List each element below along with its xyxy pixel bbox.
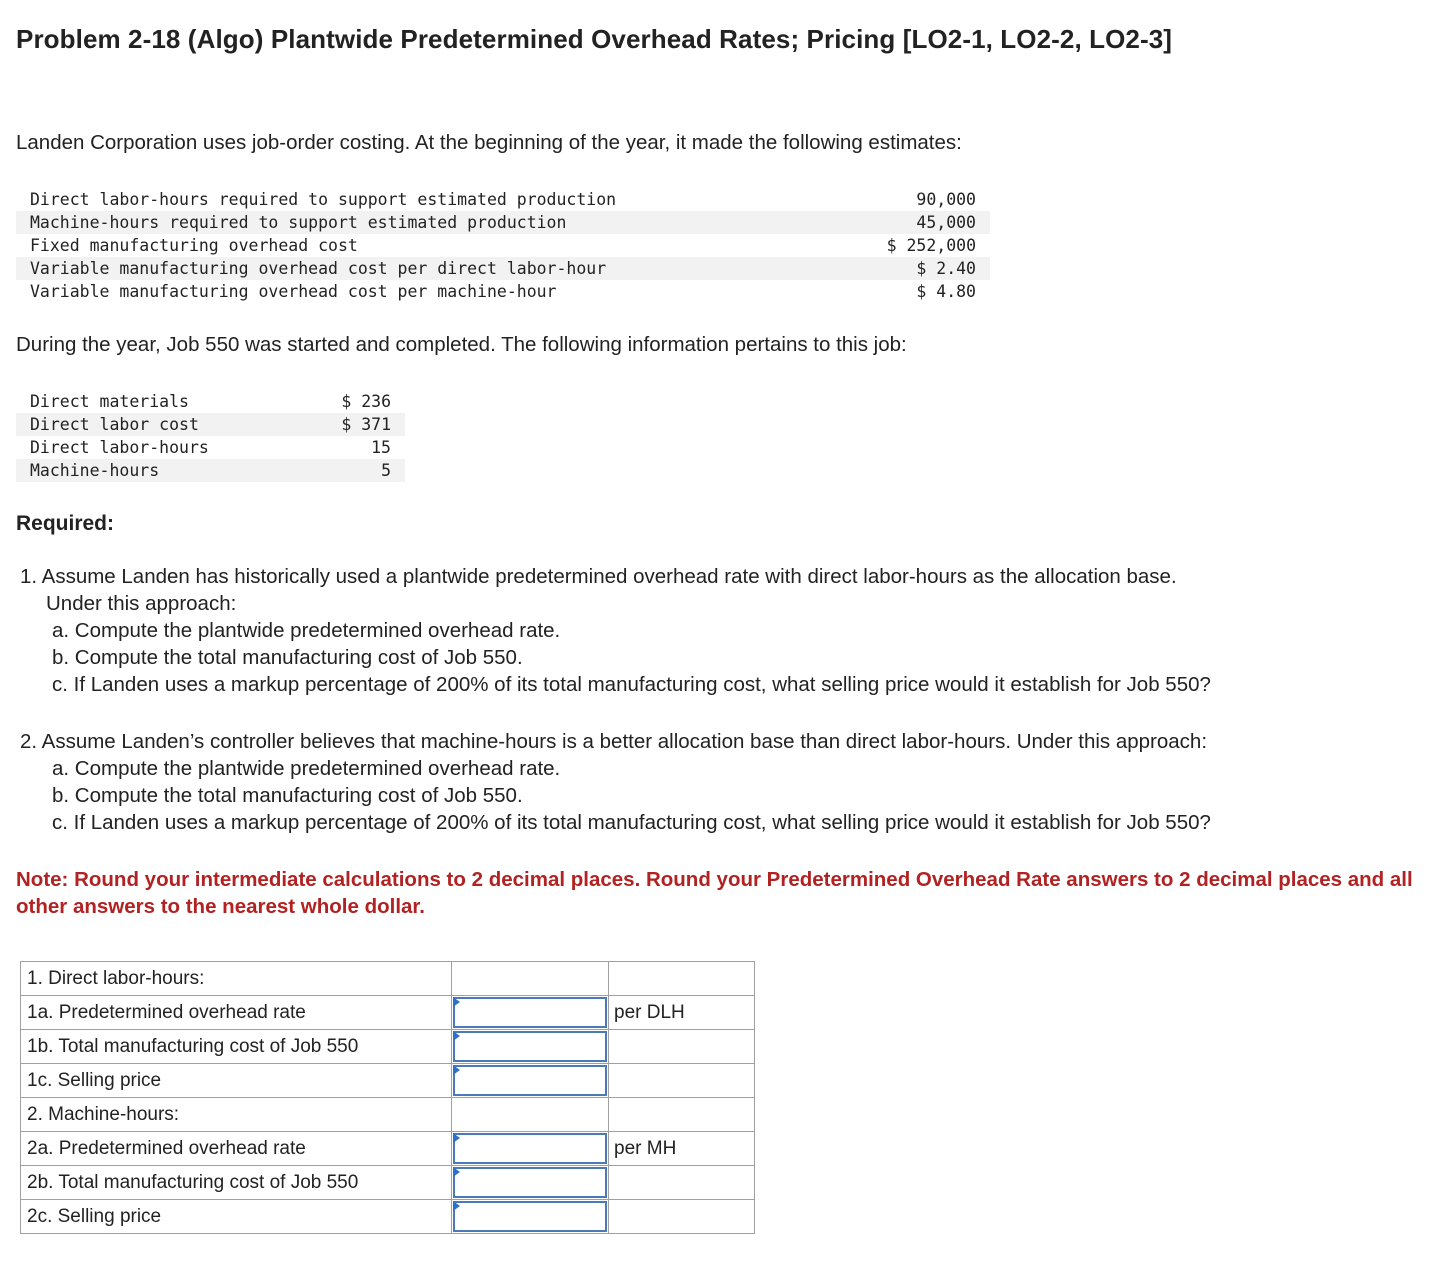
req2-c: c. If Landen uses a markup percentage of 200% of its total manufacturing cost, what selling price would it establish for Job 550?	[52, 811, 1211, 834]
answer-1b-input[interactable]	[453, 1031, 607, 1062]
entry-marker-icon	[453, 1031, 460, 1041]
req2-line1: 2. Assume Landen’s controller believes that machine-hours is a better allocation base than direct labor-hours. Under this approach:	[20, 730, 1208, 753]
table-row	[16, 280, 990, 303]
row-label-2c: 2c. Selling price	[21, 1200, 452, 1234]
job-value: 15	[371, 438, 391, 457]
table-row	[16, 436, 405, 459]
answer-2b-input[interactable]	[453, 1167, 607, 1198]
estimate-value: $ 2.40	[834, 257, 990, 280]
section-header-mh: 2. Machine-hours:	[21, 1098, 452, 1132]
input-cell	[452, 1200, 609, 1234]
table-row	[16, 257, 990, 280]
empty-cell	[609, 962, 755, 996]
entry-marker-icon	[453, 997, 460, 1007]
page-title: Problem 2-18 (Algo) Plantwide Predetermined Overhead Rates; Pricing [LO2-1, LO2-2, LO2-3]	[16, 24, 1173, 54]
estimate-value: 45,000	[834, 211, 990, 234]
answer-1c-input[interactable]	[453, 1065, 607, 1096]
input-cell	[452, 1132, 609, 1166]
requirement-1	[20, 563, 1211, 698]
empty-cell	[609, 1064, 755, 1098]
job-value: $ 236	[341, 392, 391, 411]
estimate-value: $ 252,000	[886, 236, 976, 255]
table-row	[21, 1064, 755, 1098]
estimates-table	[16, 188, 990, 303]
empty-cell	[452, 962, 609, 996]
input-cell	[452, 1166, 609, 1200]
answer-2a-input[interactable]	[453, 1133, 607, 1164]
estimate-label: Variable manufacturing overhead cost per machine-hour	[30, 282, 557, 301]
req2-a: a. Compute the plantwide predetermined overhead rate.	[52, 757, 561, 780]
job-label: Direct labor-hours	[30, 438, 209, 457]
section-header-dlh: 1. Direct labor-hours:	[21, 962, 452, 996]
empty-cell	[452, 1098, 609, 1132]
entry-marker-icon	[453, 1065, 460, 1075]
table-row	[21, 1200, 755, 1234]
req2-b: b. Compute the total manufacturing cost of Job 550.	[52, 784, 523, 807]
job-label: Direct materials	[30, 392, 189, 411]
table-row	[21, 1098, 755, 1132]
estimate-value: $ 4.80	[916, 282, 976, 301]
table-row	[21, 1132, 755, 1166]
unit-label: per DLH	[609, 996, 755, 1030]
row-label-2a: 2a. Predetermined overhead rate	[21, 1132, 452, 1166]
required-heading: Required:	[16, 512, 115, 535]
req1-b: b. Compute the total manufacturing cost of Job 550.	[52, 646, 523, 669]
empty-cell	[609, 1098, 755, 1132]
row-label-1c: 1c. Selling price	[21, 1064, 452, 1098]
req1-c: c. If Landen uses a markup percentage of 200% of its total manufacturing cost, what selling price would it establish for Job 550?	[52, 673, 1211, 696]
answer-2c-input[interactable]	[453, 1201, 607, 1232]
input-cell	[452, 996, 609, 1030]
req1-line2: Under this approach:	[46, 592, 237, 615]
job-intro-text: During the year, Job 550 was started and completed. The following information pertains to this job:	[16, 333, 907, 356]
empty-cell	[609, 1030, 755, 1064]
requirement-2	[20, 728, 1211, 836]
row-label-1b: 1b. Total manufacturing cost of Job 550	[21, 1030, 452, 1064]
job-label: Machine-hours	[16, 459, 299, 482]
empty-cell	[609, 1166, 755, 1200]
table-row	[16, 188, 990, 211]
estimate-label: Variable manufacturing overhead cost per direct labor-hour	[16, 257, 834, 280]
row-label-1a: 1a. Predetermined overhead rate	[21, 996, 452, 1030]
table-row	[16, 413, 405, 436]
table-row	[16, 390, 405, 413]
table-row	[16, 211, 990, 234]
intro-text: Landen Corporation uses job-order costing. At the beginning of the year, it made the following estimates:	[16, 131, 962, 154]
req1-a: a. Compute the plantwide predetermined overhead rate.	[52, 619, 561, 642]
answer-1a-input[interactable]	[453, 997, 607, 1028]
table-row	[16, 459, 405, 482]
req1-line1: 1. Assume Landen has historically used a plantwide predetermined overhead rate with direct labor-hours as the allocation base.	[20, 565, 1177, 588]
estimate-label: Machine-hours required to support estimated production	[16, 211, 834, 234]
estimate-value: 90,000	[916, 190, 976, 209]
table-row	[21, 962, 755, 996]
table-row	[21, 1166, 755, 1200]
entry-marker-icon	[453, 1133, 460, 1143]
empty-cell	[609, 1200, 755, 1234]
input-cell	[452, 1064, 609, 1098]
table-row	[21, 996, 755, 1030]
estimate-label: Fixed manufacturing overhead cost	[30, 236, 358, 255]
job-label: Direct labor cost	[16, 413, 299, 436]
entry-marker-icon	[453, 1167, 460, 1177]
answer-table	[20, 961, 755, 1234]
job-value: 5	[299, 459, 405, 482]
job-value: $ 371	[299, 413, 405, 436]
table-row	[21, 1030, 755, 1064]
entry-marker-icon	[453, 1201, 460, 1211]
unit-label: per MH	[609, 1132, 755, 1166]
estimate-label: Direct labor-hours required to support estimated production	[30, 190, 617, 209]
rounding-note: Note: Round your intermediate calculations to 2 decimal places. Round your Predetermined Overhead Rate answers to 2 decimal places and all other answers to the nearest whole dollar.	[16, 868, 1413, 918]
table-row	[16, 234, 990, 257]
row-label-2b: 2b. Total manufacturing cost of Job 550	[21, 1166, 452, 1200]
input-cell	[452, 1030, 609, 1064]
job-table	[16, 390, 405, 482]
